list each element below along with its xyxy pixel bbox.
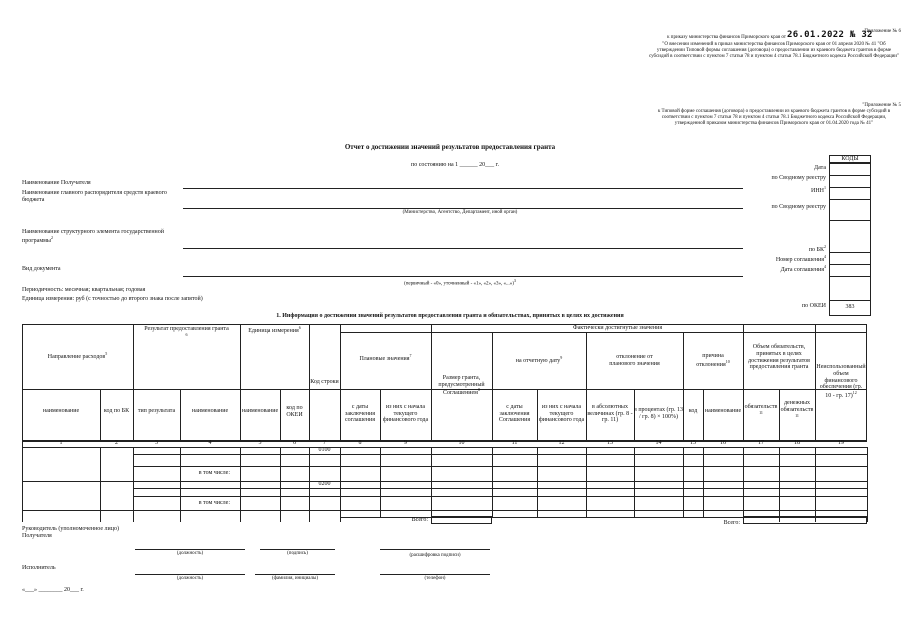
doc-type-label: Вид документа [22, 266, 61, 272]
h-size: Размер гранта, предусмотренный Соглашением$^8$ [438, 374, 485, 397]
bk-label: по $БК^2$ [808, 244, 826, 253]
col-number: 2 [115, 440, 118, 447]
date-label: Дата [814, 165, 826, 171]
page-title: Отчет о достижении значений результатов предоставления гранта [344, 143, 556, 151]
h-unit: Единица измерения$^6$ [248, 325, 301, 334]
row-code-0200: 0200 [318, 481, 331, 488]
executor-position-caption: (должность) [176, 576, 204, 581]
head-label: Руководитель (уполномоченное лицо) Получателя [22, 526, 119, 539]
date-line: «___» ________ 20___ г. [22, 587, 84, 593]
as-of-date: по состоянию на 1 ______ 20___ г. [411, 162, 499, 168]
inn-label: ИНН$^1$ [811, 185, 826, 194]
stamp-number: 26.01.2022 № 32 [787, 30, 873, 40]
executor-label: Исполнитель [22, 565, 56, 571]
s-result-type: тип результата [137, 408, 176, 415]
incl-label-1: в том числе: [198, 469, 230, 476]
s-reason-code: код [688, 408, 698, 415]
s-result-name: наименование [191, 408, 229, 415]
total-label-2: Всего: [723, 520, 740, 526]
s-fact-date: с даты заключения Соглашения [498, 403, 531, 424]
col-number: 18 [794, 440, 800, 447]
h-direction: Направление расходов$^5$ [47, 351, 108, 361]
okei-label: по ОКЕИ [801, 303, 826, 309]
s-plan-ytd: из них с начала текущего финансового года [382, 403, 429, 424]
okei-code: 383 [845, 303, 855, 310]
position-caption: (должность) [176, 551, 204, 556]
col-number: 6 [293, 440, 296, 447]
total-label-1: Всего: [411, 517, 428, 523]
h-fact: Фактически достигнутые значения [572, 324, 663, 331]
agreement-number-label: Номер соглашения$^4$ [775, 254, 826, 263]
fio-caption: (фамилия, инициалы) [271, 576, 319, 581]
col-number: 3 [155, 440, 158, 447]
row-code-0100: 0100 [318, 447, 331, 454]
unit-label: Единица измерения: руб (с точностью до второго знака после запятой) [22, 296, 203, 302]
h-result: Результат предоставления гранта $^6$ [144, 326, 229, 337]
col-number: 9 [404, 440, 407, 447]
s-reason-name: наименование [704, 408, 742, 415]
phone-caption: (телефон) [424, 576, 446, 581]
s-oblig: обязательств $^{11}$ [744, 403, 778, 415]
col-number: 8 [358, 440, 362, 447]
svod-label-2: по Сводному реестру [771, 204, 826, 210]
section1-title: 1. Информация о достижении значений результатов предоставления гранта и обязательствах, принятых в целях их достижения [276, 313, 624, 319]
codes-column [829, 163, 871, 316]
col-number: 5 [258, 440, 262, 447]
manager-label: Наименование главного распорядителя средств краевого бюджета [22, 190, 167, 203]
appendix5-text: к Типовой форме соглашения (договора) о предоставлении из краевого бюджета грантов в форме субсидий в соответствии с пунктом 7 статьи 78 и пунктом 4 статьи 78.1 Бюджетного кодекса Российской Федерации, утвержденной приказом министерства финансов Приморского края от 01.04.2020 года № 41" [657, 109, 891, 126]
col-number: 17 [758, 440, 764, 447]
agreement-date-label: Дата соглашения$^4$ [780, 264, 826, 273]
s-bk-code: код по БК [103, 408, 130, 415]
doc-type-sub-label: (первичный - «0», уточненный - «1», «2», «3», «...»)$^3$ [404, 278, 516, 287]
col-number: 14 [655, 440, 662, 447]
h-deviation: отклонение от планового значения [609, 353, 660, 367]
svod-label-1: по Сводному реестру [771, 175, 826, 181]
col-number: 4 [208, 440, 212, 447]
recipient-label: Наименование Получателя [22, 180, 91, 186]
manager-sub-label: (Министерство, Агентство, Департамент, иной орган) [402, 210, 518, 215]
total-box-1 [431, 516, 492, 524]
s-fact-ytd: из них с начала текущего финансового года [538, 403, 585, 424]
h-reason: причина отклонения$^{10}$ [696, 352, 730, 368]
appendix6-title: Приложение № 6 [864, 29, 901, 34]
h-code: Код строки [310, 378, 339, 385]
h-unused: Неиспользованный объем финансового обеспечения (гр. 10 - гр. 17)$^{12}$ [816, 363, 866, 400]
codes-header: КОДЫ [829, 155, 871, 163]
col-number: 19 [838, 440, 844, 447]
s-abs: в абсолютных величинах (гр. 8 - гр. 11) [587, 403, 633, 424]
col-number: 1 [59, 440, 63, 447]
col-number: 7 [323, 440, 326, 447]
appendix6-text: к приказу министерства финансов Приморского края от [667, 35, 786, 40]
col-number: 15 [690, 440, 696, 447]
appendix6-text2: "О внесении изменений в приказ министерства финансов Приморского края от 01 апреля 2020 № 41 "Об утверждении Типовой формы соглашения (договора) о предоставлении из краевого бюджета грантов в форме субсидий в соответствии с пунктом 7 статьи 78 и пунктом 4 статьи 78.1 Бюджетного кодекса Российской Федерации" [648, 42, 900, 59]
s-unit-name: наименование [241, 408, 279, 415]
col-number: 11 [511, 440, 518, 447]
appendix5-title: "Приложение № 5 [862, 103, 901, 108]
decode-caption: (расшифровка подписи) [409, 553, 461, 558]
col-number: 16 [720, 440, 726, 447]
s-plan-date: с даты заключения соглашения [344, 403, 376, 424]
col-number: 13 [607, 440, 613, 447]
s-okei: код по ОКЕИ [286, 404, 303, 418]
h-plan: Плановые значения$^7$ [359, 353, 412, 362]
periodicity-label: Периодичность: месячная; квартальная; годовая [22, 287, 146, 293]
s-pct: в процентах (гр. 13 / гр. 8) × 100%) [634, 407, 683, 420]
col-number: 12 [558, 440, 565, 447]
col-number: 10 [458, 440, 465, 447]
s-name: наименование [42, 408, 80, 415]
incl-label-2: в том числе: [198, 499, 230, 506]
h-obligations: Объем обязательств, принятых в целях достижения результатов предоставления гранта [748, 343, 810, 371]
program-label: Наименование структурного элемента государственной программы$^2$ [22, 229, 164, 244]
signature-caption: (подпись) [287, 551, 308, 556]
h-fact-date: на отчетную дату$^9$ [515, 355, 563, 365]
total-box-2 [743, 516, 867, 524]
s-money: денежных обязательств $^{11}$ [780, 400, 814, 418]
